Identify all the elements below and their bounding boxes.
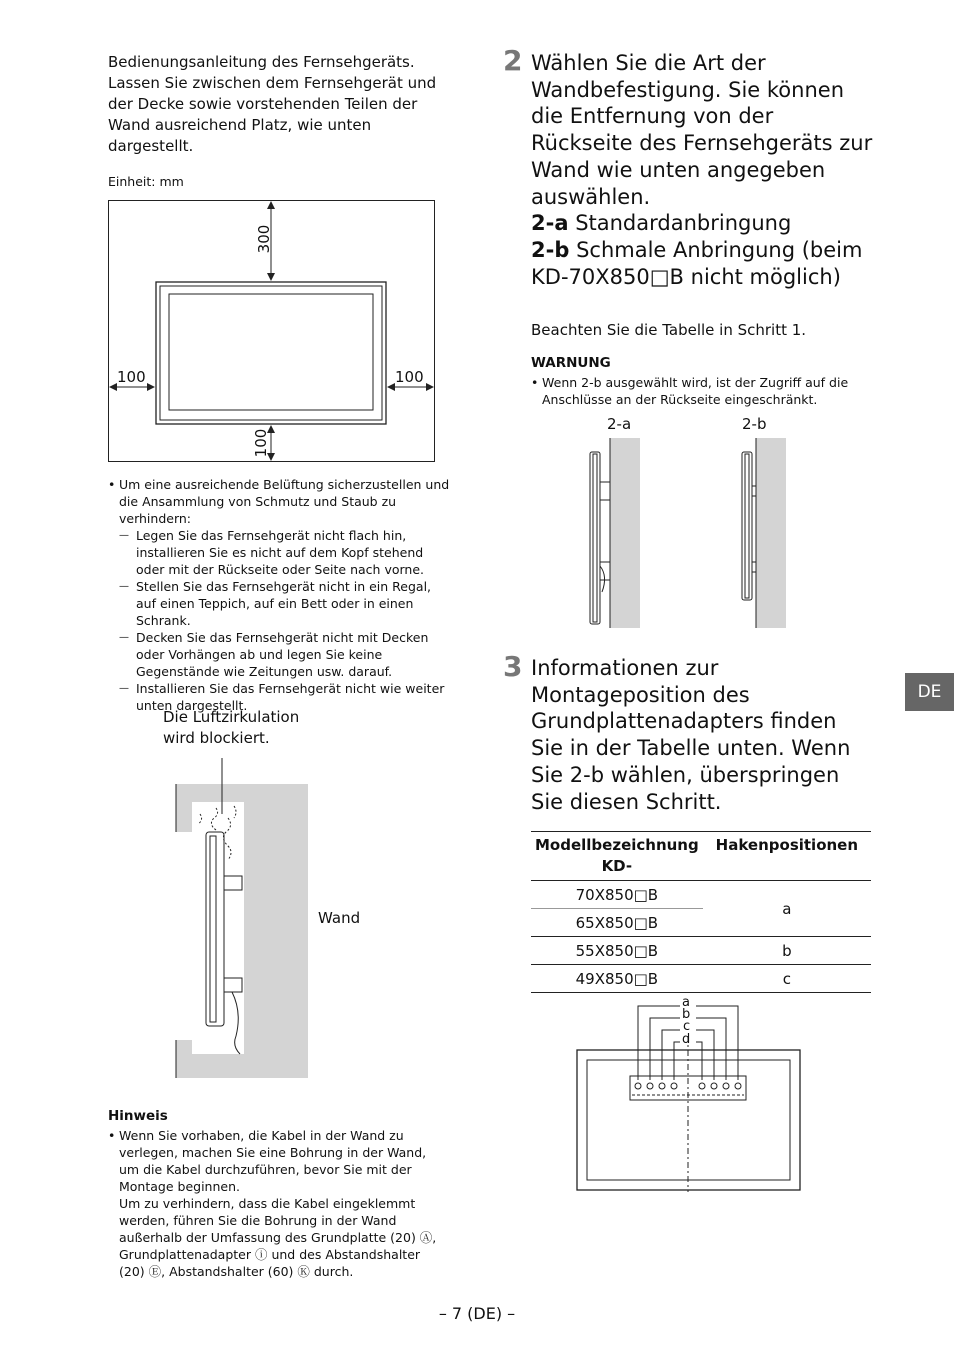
hook-label-a: a bbox=[682, 995, 690, 1010]
option-2a-text: Standardanbringung bbox=[575, 211, 792, 236]
step-3-number: 3 bbox=[503, 650, 523, 683]
header-model: Modellbezeichnung KD- bbox=[535, 836, 699, 875]
option-2b bbox=[531, 237, 876, 290]
option-2b-text: Schmale Anbringung (beim KD-70X850□B nicht möglich) bbox=[531, 237, 863, 289]
dash-item: — Decken Sie das Fernsehgerät nicht mit Decken oder Vorhängen ab und legen Sie keine Gegenstände wie Zeitungen usw. darauf. bbox=[119, 629, 450, 680]
language-tab: DE bbox=[905, 673, 954, 711]
option-2a-code: 2-a bbox=[531, 211, 569, 236]
figure-2b-label: 2-b bbox=[742, 415, 767, 433]
step-2-reference: Beachten Sie die Tabelle in Schritt 1. bbox=[531, 321, 807, 339]
warning-bullet: • Wenn 2-b ausgewählt wird, ist der Zugriff auf die Anschlüsse an der Rückseite eingeschränkt. bbox=[531, 374, 856, 408]
airflow-label: Die Luftzirkulation wird blockiert. bbox=[163, 708, 300, 747]
dim-left: 100 bbox=[117, 368, 146, 386]
model-cell: 65X850□B bbox=[575, 913, 659, 932]
model-cell: 70X850□B bbox=[575, 885, 659, 904]
note-bullet bbox=[108, 1127, 448, 1280]
figure-2a bbox=[580, 436, 650, 630]
note-body bbox=[108, 1127, 448, 1280]
unit-label: Einheit: mm bbox=[108, 174, 184, 189]
warning-heading: WARNUNG bbox=[531, 355, 611, 371]
note-heading: Hinweis bbox=[108, 1108, 168, 1124]
dash-item: — Stellen Sie das Fernsehgerät nicht in ein Regal, auf einen Teppich, auf ein Bett oder in einen Schrank. bbox=[119, 578, 450, 629]
intro-paragraph: Bedienungsanleitung des Fernsehgeräts. Lassen Sie zwischen dem Fernsehgerät und der Decke sowie vorstehenden Teilen der Wand ausreichend Platz, wie unten dargestellt. bbox=[108, 53, 437, 155]
model-cell: 55X850□B bbox=[575, 941, 659, 960]
hook-cell: b bbox=[782, 941, 792, 960]
hook-cell: a bbox=[703, 881, 871, 937]
page-number: – 7 (DE) – bbox=[438, 1304, 516, 1323]
hook-cell: c bbox=[782, 969, 791, 988]
dash-item: — Installieren Sie das Fernsehgerät nicht wie weiter unten dargestellt. bbox=[119, 680, 450, 714]
header-hook: Hakenpositionen bbox=[715, 836, 859, 854]
bullet-text: Um eine ausreichende Belüftung sicherzustellen und die Ansammlung von Schmutz und Staub zu verhindern: bbox=[119, 477, 450, 526]
step-2-block bbox=[531, 50, 876, 290]
wall-label: Wand bbox=[318, 909, 361, 927]
note-text-2: Um zu verhindern, dass die Kabel eingeklemmt werden, führen Sie die Bohrung in der Wand außerhalb der Umfassung des Grundplatte (20) Ⓐ, Grundplattenadapter ⓘ und des Abstandshalter (20) Ⓔ, Abstandshalter (60) Ⓚ durch. bbox=[119, 1196, 437, 1279]
dim-top: 300 bbox=[255, 224, 273, 254]
table-row bbox=[531, 881, 871, 909]
hook-position-table bbox=[531, 831, 871, 993]
dim-right: 100 bbox=[395, 368, 424, 386]
figure-2b bbox=[730, 436, 800, 630]
warning-body bbox=[531, 374, 856, 408]
step-2-title: Wählen Sie die Art der Wandbefestigung. Sie können die Entfernung von der Rückseite des Fernsehgeräts zur Wand wie unten angegeben auswählen. bbox=[531, 51, 873, 209]
step-2-number: 2 bbox=[503, 44, 523, 77]
clearance-diagram bbox=[108, 200, 435, 462]
dim-bottom: 100 bbox=[252, 428, 270, 458]
table-row bbox=[531, 965, 871, 993]
hook-label-c: c bbox=[683, 1019, 691, 1034]
hook-label-b: b bbox=[682, 1007, 691, 1022]
option-2a bbox=[531, 210, 876, 237]
dash-item: — Legen Sie das Fernsehgerät nicht flach hin, installieren Sie es nicht auf dem Kopf stehend oder mit der Rückseite oder Seite nach vorne. bbox=[119, 527, 450, 578]
model-cell: 49X850□B bbox=[575, 969, 659, 988]
option-2b-code: 2-b bbox=[531, 237, 570, 262]
hook-label-d: d bbox=[682, 1032, 691, 1047]
note-text: Wenn Sie vorhaben, die Kabel in der Wand zu verlegen, machen Sie eine Bohrung in der Wand, um die Kabel durchzuführen, bevor Sie mit der Montage beginnen. bbox=[119, 1128, 427, 1194]
figure-2a-label: 2-a bbox=[607, 415, 632, 433]
step-3-title: Informationen zur Montageposition des Grundplattenadapters finden Sie in der Tabelle unten. Wenn Sie 2-b wählen, überspringen Sie diesen Schritt. bbox=[531, 656, 851, 814]
table-header-row bbox=[531, 832, 871, 881]
ventilation-bullet bbox=[108, 476, 450, 714]
table-row bbox=[531, 937, 871, 965]
blocked-airflow-figure bbox=[172, 756, 312, 1082]
ventilation-notes bbox=[108, 476, 450, 714]
